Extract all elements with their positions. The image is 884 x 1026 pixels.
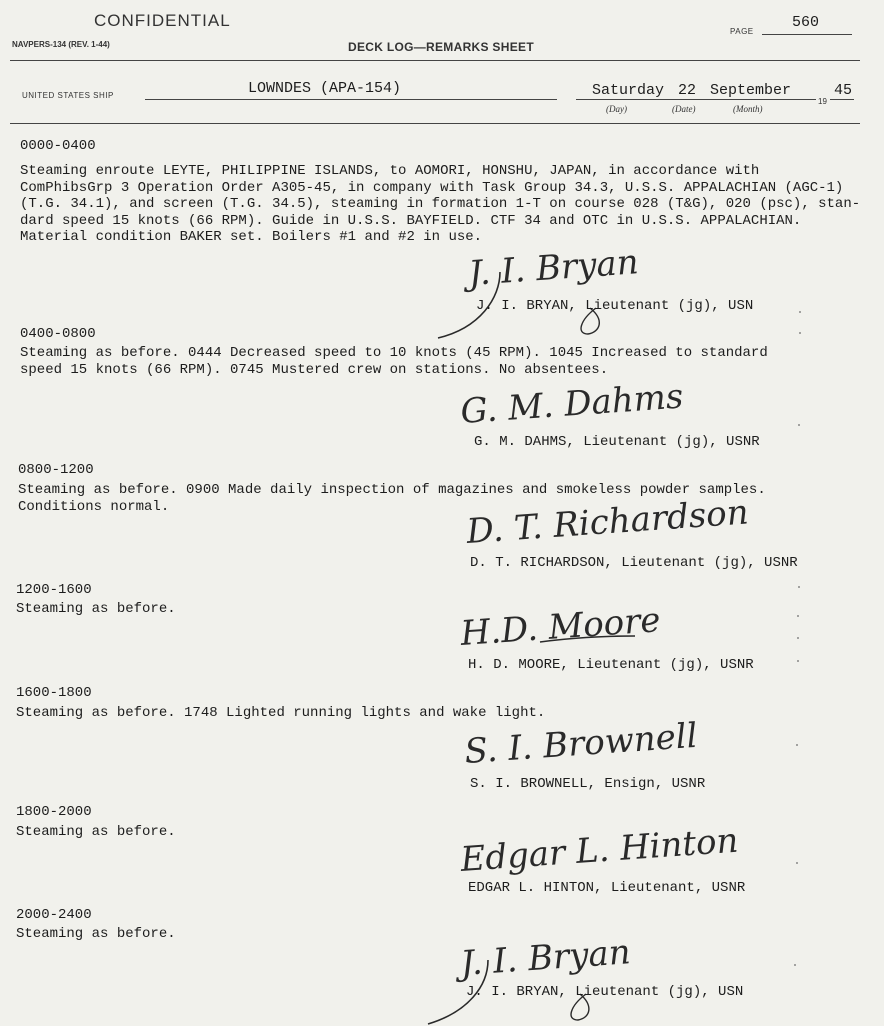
margin-dot xyxy=(798,586,800,588)
margin-dot xyxy=(798,424,800,426)
watch-time: 1200-1600 xyxy=(16,582,92,598)
page-title: DECK LOG—REMARKS SHEET xyxy=(348,40,534,54)
signature-flourish xyxy=(540,628,640,648)
remark-line: ComPhibsGrp 3 Operation Order A305-45, in company with Task Group 34.3, U.S.S. APPALACHIAN (AGC-1) xyxy=(20,179,844,196)
signature: D. T. Richardson xyxy=(465,492,750,552)
watch-time: 0400-0800 xyxy=(20,326,96,342)
date-caption: (Date) xyxy=(672,104,696,114)
signature: Edgar L. Hinton xyxy=(459,820,740,880)
classification-label: CONFIDENTIAL xyxy=(94,11,231,30)
remark-line: Steaming as before. xyxy=(16,824,176,840)
page-number-line xyxy=(762,34,852,35)
remark-line: dard speed 15 knots (66 RPM). Guide in U.S.S. BAYFIELD. CTF 34 and OTC in U.S.S. APPALACHIAN. xyxy=(20,212,802,229)
log-month: September xyxy=(710,82,792,99)
form-number: NAVPERS-134 (REV. 1-44) xyxy=(12,40,110,49)
remark-line: speed 15 knots (66 RPM). 0745 Mustered crew on stations. No absentees. xyxy=(20,361,609,378)
signer-name: S. I. BROWNELL, Ensign, USNR xyxy=(470,776,706,792)
signer-name: G. M. DAHMS, Lieutenant (jg), USNR xyxy=(474,434,760,450)
margin-dot xyxy=(797,660,799,662)
remark-line: (T.G. 34.1), and screen (T.G. 34.5), steaming in formation 1-T on course 028 (T&G), 020 (psc), stan- xyxy=(20,196,861,212)
signature: G. M. Dahms xyxy=(459,376,685,432)
log-year: 45 xyxy=(834,82,853,99)
page-label: PAGE xyxy=(730,27,754,36)
margin-dot xyxy=(794,964,796,966)
log-date: 22 xyxy=(678,82,697,99)
date-line xyxy=(576,99,816,100)
watch-time: 0800-1200 xyxy=(18,462,94,478)
margin-dot xyxy=(797,637,799,639)
remark-line: Steaming as before. 0444 Decreased speed to 10 knots (45 RPM). 1045 Increased to standard xyxy=(20,345,768,361)
margin-dot xyxy=(799,311,801,313)
year-prefix: 19 xyxy=(818,97,827,106)
page-number: 560 xyxy=(792,14,820,31)
signer-name: D. T. RICHARDSON, Lieutenant (jg), USNR xyxy=(470,555,798,571)
remark-line: Steaming as before. xyxy=(16,926,176,942)
remark-line: Material condition BAKER set. Boilers #1 and #2 in use. xyxy=(20,229,483,245)
signature: J. I. Bryan xyxy=(467,242,640,294)
ship-name-line xyxy=(145,99,557,100)
year-line xyxy=(830,99,854,100)
signature: H.D. Moore xyxy=(459,600,662,654)
margin-dot xyxy=(799,332,801,334)
signer-name: J. I. BRYAN, Lieutenant (jg), USN xyxy=(476,298,754,314)
remark-line: Steaming enroute LEYTE, PHILIPPINE ISLANDS, to AOMORI, HONSHU, JAPAN, in accordance with xyxy=(20,163,760,179)
remark-line: Conditions normal. xyxy=(18,498,170,515)
margin-dot xyxy=(796,744,798,746)
log-day: Saturday xyxy=(592,82,665,99)
signer-name: H. D. MOORE, Lieutenant (jg), USNR xyxy=(468,657,754,673)
signature: J. I. Bryan xyxy=(459,932,632,984)
header-divider xyxy=(10,60,860,61)
watch-time: 1600-1800 xyxy=(16,685,92,701)
remark-line: Steaming as before. xyxy=(16,601,176,617)
signer-name: EDGAR L. HINTON, Lieutenant, USNR xyxy=(468,880,746,896)
watch-time: 0000-0400 xyxy=(20,138,96,154)
day-caption: (Day) xyxy=(606,104,627,114)
ship-divider xyxy=(10,123,860,124)
ship-label: UNITED STATES SHIP xyxy=(22,91,114,100)
signer-name: J. I. BRYAN, Lieutenant (jg), USN xyxy=(466,984,744,1000)
watch-time: 1800-2000 xyxy=(16,804,92,820)
month-caption: (Month) xyxy=(733,104,763,114)
remark-line: Steaming as before. 1748 Lighted running lights and wake light. xyxy=(16,705,546,721)
ship-name: LOWNDES (APA-154) xyxy=(248,80,402,97)
margin-dot xyxy=(797,615,799,617)
signature: S. I. Brownell xyxy=(463,715,699,772)
margin-dot xyxy=(796,862,798,864)
remark-line: Steaming as before. 0900 Made daily inspection of magazines and smokeless powder samples. xyxy=(18,482,766,498)
watch-time: 2000-2400 xyxy=(16,907,92,923)
